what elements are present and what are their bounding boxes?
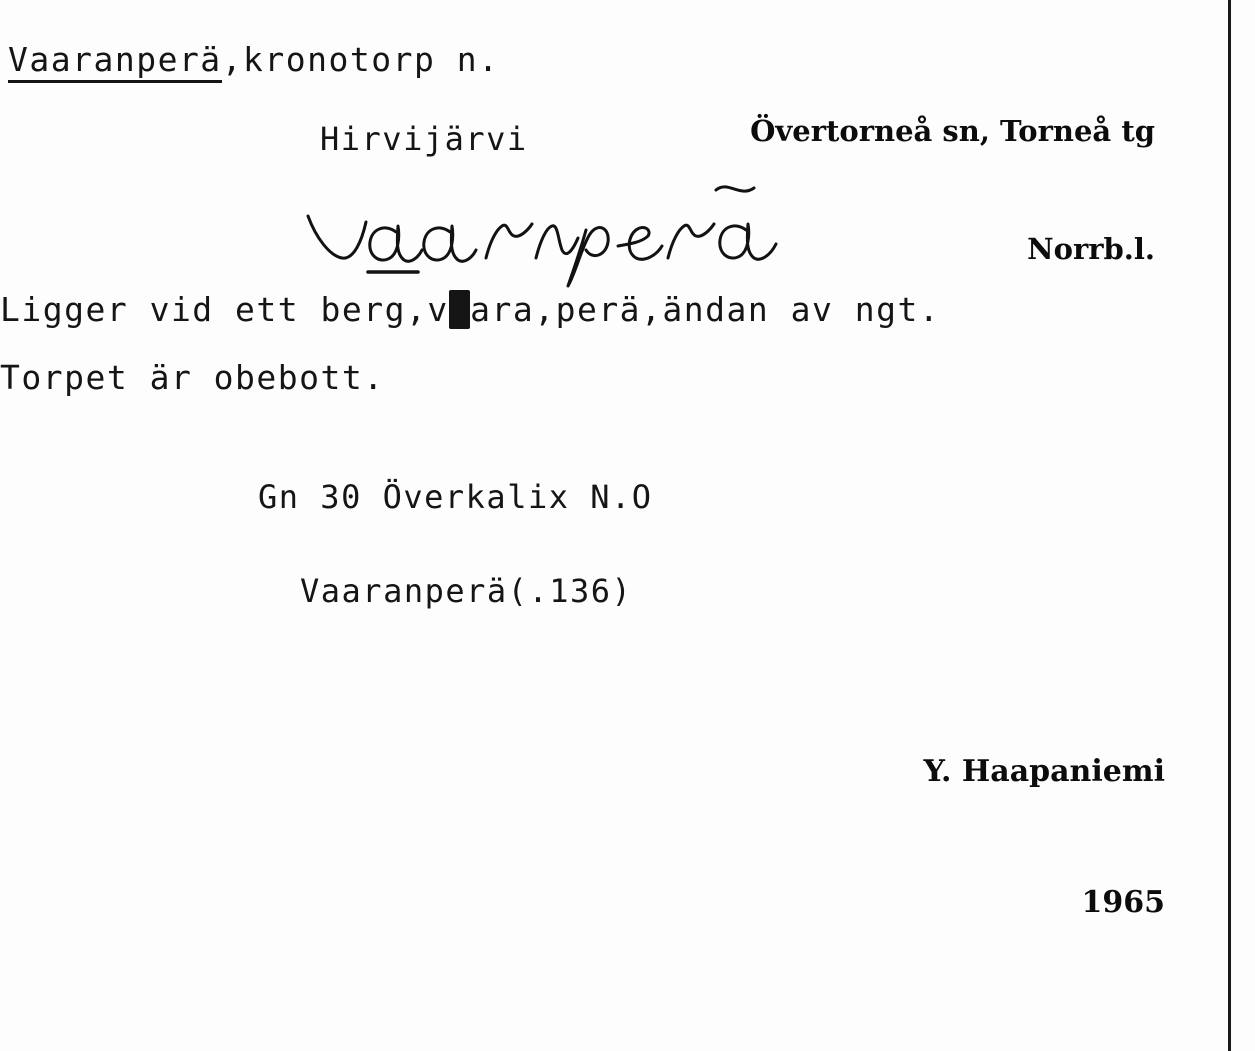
county-line: Norrb.l.: [1027, 231, 1155, 266]
card-right-edge-line: [1228, 0, 1231, 1051]
handwriting-svg: [300, 180, 860, 290]
ink-blot: a: [448, 290, 471, 329]
headword-text: Vaaranperä: [8, 40, 222, 83]
description-line-1-part-a: Ligger vid ett berg,v: [0, 290, 449, 329]
place-line: Hirvijärvi: [320, 120, 528, 158]
signature-name: Y. Haapaniemi: [923, 754, 1165, 789]
reference-line: Vaaranperä(.136): [300, 572, 633, 610]
signature-year: 1965: [1081, 884, 1165, 920]
source-line: Gn 30 Överkalix N.O: [258, 478, 653, 516]
description-line-1: [0, 290, 940, 329]
description-line-2: Torpet är obebott.: [0, 358, 385, 397]
parish-line: Övertorneå sn, Torneå tg: [750, 114, 1155, 149]
headword-suffix: ,kronotorp n.: [221, 40, 500, 79]
headword-line: [8, 40, 499, 79]
description-line-1-part-b: ara,perä,ändan av ngt.: [470, 290, 941, 329]
signature-block: [923, 663, 1165, 1011]
handwritten-form: [300, 180, 860, 290]
